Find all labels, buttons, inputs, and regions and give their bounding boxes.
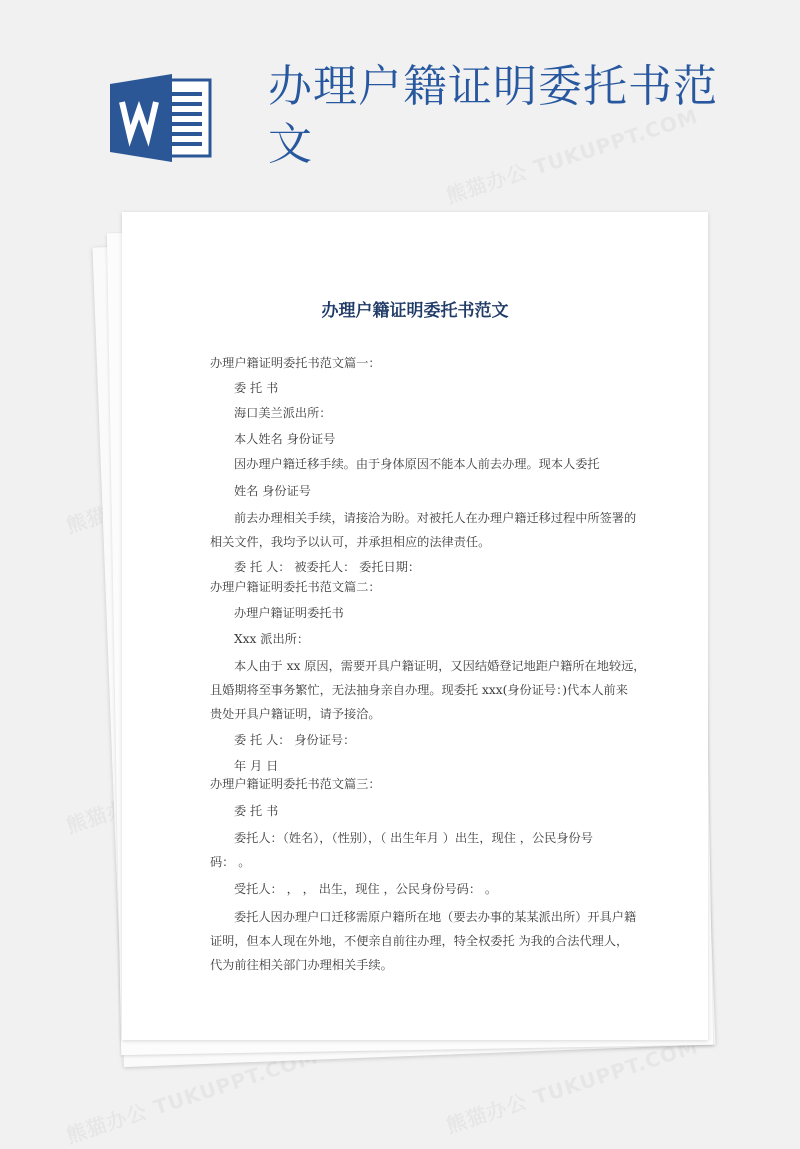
paragraph-line: 本人姓名 身份证号 (234, 432, 336, 446)
paragraph-line: 代为前往相关部门办理相关手续。 (210, 958, 393, 972)
paragraph-line: 本人由于 xx 原因，需要开具户籍证明，又因结婚登记地距户籍所在地较远， (234, 659, 646, 673)
section-heading-1: 办理户籍证明委托书范文篇一： (210, 356, 381, 370)
paragraph-line: 海口美兰派出所： (234, 406, 332, 420)
paragraph-line: 贵处开具户籍证明，请予接洽。 (210, 707, 381, 721)
paragraph-line: 证明，但本人现在外地，不便亲自前往办理，特全权委托 为我的合法代理人， (210, 934, 629, 948)
paragraph-line: 委 托 人： 身份证号： (234, 733, 356, 747)
document-title: 办理户籍证明委托书范文 (321, 301, 509, 321)
paragraph-line: Xxx 派出所： (234, 632, 310, 646)
paragraph-line: 前去办理相关手续，请接洽为盼。对被托人在办理户籍迁移过程中所签署的 (234, 511, 637, 525)
paragraph-line: 办理户籍证明委托书 (234, 606, 344, 620)
document-page (122, 212, 708, 1040)
paragraph-line: 年 月 日 (234, 759, 279, 773)
paragraph-line: 姓名 身份证号 (234, 484, 311, 498)
paragraph-line: 委托人：（姓名），（性别），（ 出生年月 ）出生，现住 ，公民身份号 (234, 831, 593, 845)
section-heading-3: 办理户籍证明委托书范文篇三： (210, 777, 381, 791)
paragraph-line: 委 托 书 (234, 381, 279, 395)
paragraph-line: 码： 。 (210, 855, 251, 869)
paragraph-line: 相关文件，我均予以认可，并承担相应的法律责任。 (210, 535, 491, 549)
section-heading-2: 办理户籍证明委托书范文篇二： (210, 580, 381, 594)
paragraph-line: 委 托 人： 被委托人： 委托日期： (234, 560, 421, 574)
paragraph-line: 受托人： ， ， 出生，现住 ，公民身份号码： 。 (234, 882, 498, 896)
paragraph-line: 委 托 书 (234, 804, 279, 818)
paragraph-line: 因办理户籍迁移手续。由于身体原因不能本人前去办理。现本人委托 (234, 457, 600, 471)
header-title: 办理户籍证明委托书范文 (268, 61, 718, 170)
paragraph-line: 委托人因办理户口迁移需原户籍所在地（要去办事的某某派出所）开具户籍 (234, 910, 637, 924)
paragraph-line: 且婚期将至事务繁忙，无法抽身亲自办理。现委托 xxx(身份证号：)代本人前来 (210, 683, 628, 697)
